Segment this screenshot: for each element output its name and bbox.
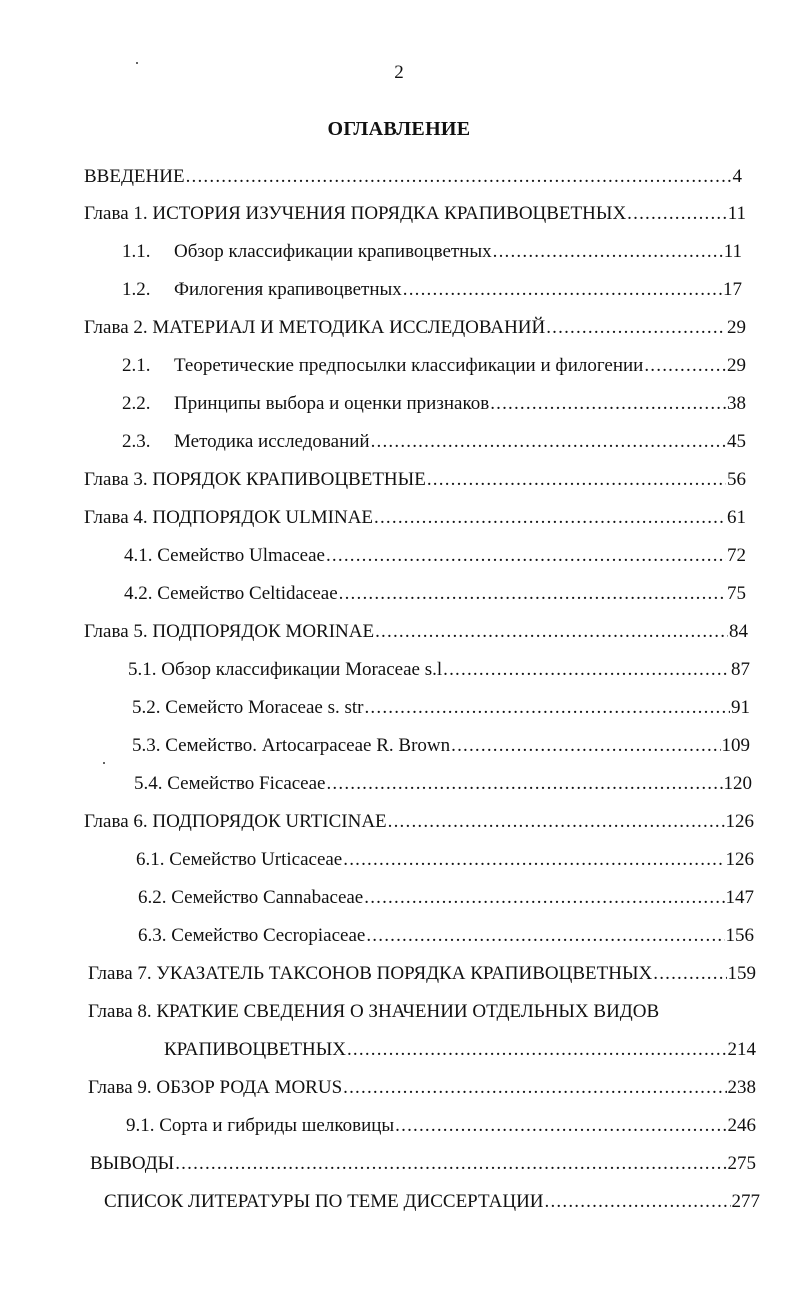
toc-leader-dots bbox=[175, 1149, 726, 1179]
toc-entry-introduction[interactable] bbox=[84, 162, 742, 192]
toc-entry-section-2-2[interactable] bbox=[122, 389, 746, 419]
toc-entry-page: 159 bbox=[727, 963, 756, 984]
toc-entry-text: 4.2. Семейство Celtidaceae bbox=[124, 583, 338, 604]
toc-leader-dots bbox=[347, 1035, 727, 1065]
toc-entry-section-2-1[interactable] bbox=[122, 351, 746, 381]
toc-entry-page: 109 bbox=[721, 735, 750, 756]
toc-entry-number: 2.3. bbox=[122, 431, 151, 452]
scan-speck bbox=[136, 62, 138, 64]
toc-entry-number: 2.2. bbox=[122, 393, 151, 414]
toc-entry-text: Филогения крапивоцветных bbox=[174, 279, 402, 300]
toc-entry-page: 84 bbox=[729, 621, 748, 642]
toc-entry-chapter-2[interactable] bbox=[84, 313, 746, 343]
toc-leader-dots bbox=[343, 845, 724, 875]
toc-entry-page: 147 bbox=[725, 887, 754, 908]
toc-entry-page: 277 bbox=[731, 1191, 760, 1212]
toc-leader-dots bbox=[371, 427, 726, 457]
toc-leader-dots bbox=[364, 693, 730, 723]
toc-entry-section-4-1[interactable] bbox=[124, 541, 746, 571]
toc-entry-text: Глава 3. ПОРЯДОК КРАПИВОЦВЕТНЫЕ bbox=[84, 469, 426, 490]
toc-entry-page: 238 bbox=[727, 1077, 756, 1098]
toc-entry-section-5-3[interactable] bbox=[132, 731, 750, 761]
toc-entry-page: 38 bbox=[727, 393, 746, 414]
toc-entry-number: 1.2. bbox=[122, 279, 151, 300]
toc-title: ОГЛАВЛЕНИЕ bbox=[327, 118, 471, 140]
toc-entry-chapter-9[interactable] bbox=[88, 1073, 756, 1103]
toc-leader-dots bbox=[427, 465, 726, 495]
toc-entry-text: 6.2. Семейство Cannabaceae bbox=[138, 887, 364, 908]
toc-entry-text: Методика исследований bbox=[174, 431, 370, 452]
toc-entry-section-1-2[interactable] bbox=[122, 275, 742, 305]
toc-entry-section-5-1[interactable] bbox=[128, 655, 750, 685]
toc-leader-dots bbox=[326, 769, 722, 799]
toc-entry-section-6-2[interactable] bbox=[138, 883, 754, 913]
toc-entry-page: 126 bbox=[725, 849, 754, 870]
toc-leader-dots bbox=[186, 162, 732, 192]
toc-entry-chapter-3[interactable] bbox=[84, 465, 746, 495]
toc-entry-page: 4 bbox=[732, 166, 742, 187]
toc-entry-text: Глава 5. ПОДПОРЯДОК MORINAE bbox=[84, 621, 375, 642]
toc-entry-chapter-8[interactable] bbox=[164, 1035, 756, 1065]
toc-entry-page: 246 bbox=[727, 1115, 756, 1136]
toc-entry-text: КРАПИВОЦВЕТНЫХ bbox=[164, 1039, 346, 1060]
toc-entry-text: Глава 4. ПОДПОРЯДОК ULMINAE bbox=[84, 507, 374, 528]
toc-leader-dots bbox=[545, 1187, 731, 1217]
toc-entry-chapter-5[interactable] bbox=[84, 617, 748, 647]
toc-entry-page: 75 bbox=[727, 583, 746, 604]
toc-entry-page: 61 bbox=[727, 507, 746, 528]
toc-entry-section-5-4[interactable] bbox=[134, 769, 752, 799]
toc-entry-chapter-8-heading[interactable] bbox=[88, 997, 659, 1027]
toc-entry-chapter-4[interactable] bbox=[84, 503, 746, 533]
toc-leader-dots bbox=[490, 389, 726, 419]
toc-leader-dots bbox=[364, 883, 724, 913]
toc-entry-page: 17 bbox=[723, 279, 742, 300]
toc-entry-page: 29 bbox=[727, 317, 746, 338]
toc-entry-text: 5.4. Семейство Ficaceae bbox=[134, 773, 326, 794]
scan-speck bbox=[103, 762, 105, 764]
toc-entry-page: 156 bbox=[725, 925, 754, 946]
toc-leader-dots bbox=[388, 807, 725, 837]
toc-entry-conclusions[interactable] bbox=[90, 1149, 756, 1179]
toc-leader-dots bbox=[546, 313, 726, 343]
toc-entry-section-6-1[interactable] bbox=[136, 845, 754, 875]
toc-entry-text: 4.1. Семейство Ulmaceae bbox=[124, 545, 325, 566]
toc-leader-dots bbox=[366, 921, 724, 951]
toc-entry-chapter-6[interactable] bbox=[84, 807, 754, 837]
toc-entry-section-2-3[interactable] bbox=[122, 427, 746, 457]
toc-entry-text: 5.2. Семейсто Moraceae s. str bbox=[132, 697, 364, 718]
toc-entry-text: СПИСОК ЛИТЕРАТУРЫ ПО ТЕМЕ ДИССЕРТАЦИИ bbox=[104, 1191, 544, 1212]
toc-entry-text: 9.1. Сорта и гибриды шелковицы bbox=[126, 1115, 395, 1136]
toc-entry-text: Обзор классификации крапивоцветных bbox=[174, 241, 492, 262]
toc-entry-page: 275 bbox=[727, 1153, 756, 1174]
page-number: 2 bbox=[394, 62, 404, 83]
toc-entry-section-9-1[interactable] bbox=[126, 1111, 756, 1141]
toc-entry-bibliography[interactable] bbox=[104, 1187, 760, 1217]
toc-entry-page: 214 bbox=[727, 1039, 756, 1060]
toc-entry-text: Глава 8. КРАТКИЕ СВЕДЕНИЯ О ЗНАЧЕНИИ ОТДЕЛЬНЫХ ВИДОВ bbox=[88, 1001, 660, 1022]
toc-leader-dots bbox=[375, 617, 728, 647]
toc-entry-text: Глава 7. УКАЗАТЕЛЬ ТАКСОНОВ ПОРЯДКА КРАПИВОЦВЕТНЫХ bbox=[88, 963, 653, 984]
toc-leader-dots bbox=[627, 199, 727, 229]
toc-entry-text: ВЫВОДЫ bbox=[90, 1153, 175, 1174]
toc-entry-page: 11 bbox=[727, 203, 746, 224]
toc-leader-dots bbox=[343, 1073, 726, 1103]
toc-entry-page: 87 bbox=[731, 659, 750, 680]
toc-entry-page: 29 bbox=[727, 355, 746, 376]
toc-entry-number: 2.1. bbox=[122, 355, 151, 376]
toc-leader-dots bbox=[403, 275, 722, 305]
toc-entry-text: Глава 1. ИСТОРИЯ ИЗУЧЕНИЯ ПОРЯДКА КРАПИВОЦВЕТНЫХ bbox=[84, 203, 627, 224]
toc-entry-number: 1.1. bbox=[122, 241, 151, 262]
toc-leader-dots bbox=[339, 579, 726, 609]
toc-entry-page: 91 bbox=[731, 697, 750, 718]
toc-entry-text: Теоретические предпосылки классификации и филогении bbox=[174, 355, 644, 376]
toc-entry-section-5-2[interactable] bbox=[132, 693, 750, 723]
toc-leader-dots bbox=[451, 731, 720, 761]
toc-leader-dots bbox=[644, 351, 726, 381]
toc-leader-dots bbox=[326, 541, 726, 571]
toc-entry-text: 5.3. Семейство. Artocarpaceae R. Brown bbox=[132, 735, 451, 756]
toc-entry-text: Глава 2. МАТЕРИАЛ И МЕТОДИКА ИССЛЕДОВАНИЙ bbox=[84, 317, 546, 338]
toc-entry-text: Принципы выбора и оценки признаков bbox=[174, 393, 490, 414]
toc-entry-page: 45 bbox=[727, 431, 746, 452]
toc-entry-section-6-3[interactable] bbox=[138, 921, 754, 951]
toc-leader-dots bbox=[443, 655, 730, 685]
toc-entry-text: 6.3. Семейство Cecropiaceae bbox=[138, 925, 366, 946]
toc-entry-page: 56 bbox=[727, 469, 746, 490]
toc-entry-section-1-1[interactable] bbox=[122, 237, 742, 267]
toc-leader-dots bbox=[395, 1111, 726, 1141]
toc-entry-chapter-7[interactable] bbox=[88, 959, 756, 989]
toc-entry-page: 11 bbox=[723, 241, 742, 262]
toc-entry-page: 126 bbox=[725, 811, 754, 832]
toc-entry-text: 6.1. Семейство Urticaceae bbox=[136, 849, 343, 870]
toc-entry-page: 72 bbox=[727, 545, 746, 566]
toc-entry-text: Глава 9. ОБЗОР РОДА MORUS bbox=[88, 1077, 343, 1098]
toc-leader-dots bbox=[493, 237, 723, 267]
toc-entry-chapter-1[interactable] bbox=[84, 199, 746, 229]
toc-entry-text: Глава 6. ПОДПОРЯДОК URTICINAE bbox=[84, 811, 387, 832]
toc-entry-text: 5.1. Обзор классификации Moraceae s.l bbox=[128, 659, 443, 680]
toc-entry-text: ВВЕДЕНИЕ bbox=[84, 166, 185, 187]
toc-leader-dots bbox=[653, 959, 726, 989]
toc-entry-page: 120 bbox=[723, 773, 752, 794]
toc-leader-dots bbox=[374, 503, 726, 533]
toc-entry-section-4-2[interactable] bbox=[124, 579, 746, 609]
